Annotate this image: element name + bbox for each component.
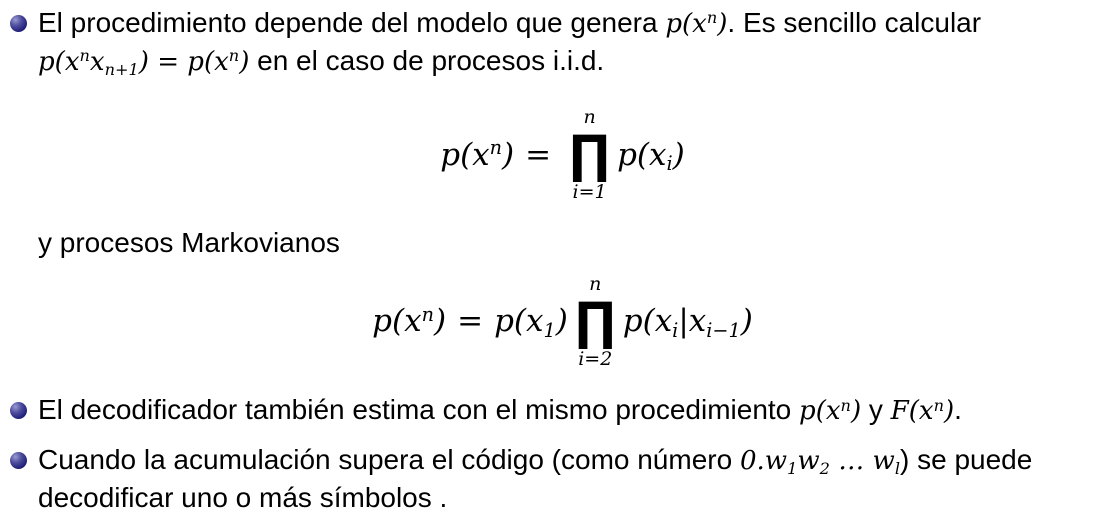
formula-rhs [617,138,685,174]
math-segment: p(x [617,136,667,173]
math-segment: w [872,446,895,477]
math-subscript: i [672,318,679,342]
math-segment: p(x [665,9,707,39]
text-segment: El decodificador también estima con el mismo procedimiento [38,394,800,426]
math-segment: ) [138,47,149,77]
text-segment: Cuando la acumulación supera el código (como número [38,444,740,476]
math-segment: p(x [372,303,422,340]
math-subscript: l [894,458,900,478]
bullet-ball-icon [10,15,27,32]
math-segment: ) [555,303,568,340]
math-segment: p(x [494,303,544,340]
product-upper-limit: n [589,272,602,295]
math-subscript: i−1 [706,318,741,342]
math-conditional-bar: | [678,303,689,340]
math-segment: p(x [38,47,80,77]
inline-math-codeword [740,446,900,476]
math-superscript: n [228,46,240,66]
math-superscript: n [79,46,90,66]
math-equals: = [457,303,484,340]
math-subscript: n+1 [104,59,139,79]
bullet-text [38,393,962,431]
product-symbol-icon: ∏ [574,291,616,352]
inline-math-pxn [799,396,861,426]
math-segment: ) [717,9,728,39]
product-lower-limit: i=2 [578,347,613,370]
product-upper-limit: n [583,106,596,128]
math-superscript: n [421,302,434,326]
bullet3-line2: decodificar uno o más símbolos . [38,482,448,514]
math-subscript: 2 [819,458,830,478]
math-equals: = [525,136,552,173]
math-segment: ) [672,136,685,173]
formula-lhs [372,304,568,340]
bullet-item-acumulacion [10,443,1091,514]
inline-math-pxn [665,9,727,39]
math-segment: 0.w [739,446,788,477]
bullet1-line2 [38,44,981,82]
math-segment: x [89,47,105,77]
bullet-text [38,6,981,82]
math-segment: p(x [440,136,490,173]
math-segment: p(x [622,303,673,340]
product-lower-limit: i=1 [572,180,607,203]
bullet-text [38,443,1032,514]
inline-math-iid-identity [38,47,249,77]
text-segment: . [954,394,962,426]
math-segment: x [688,303,707,340]
math-segment: ) [740,303,753,340]
bullet-item-procedimiento [10,6,1091,82]
bullet-item-decodificador [10,393,1091,431]
formula-lhs [440,135,562,174]
text-segment: en el caso de procesos i.i.d. [249,45,605,76]
math-segment: p(x [799,396,841,427]
math-segment: ) [433,303,447,340]
math-superscript: n [840,395,851,415]
text-segment: ) se puede [899,444,1033,476]
bullet1-line1 [38,6,981,44]
math-segment: ) [239,47,250,77]
math-segment: w [797,446,820,477]
bullet-ball-icon [10,452,27,469]
text-segment: . Es sencillo calcular [727,7,982,38]
continuation-text: y procesos Markovianos [38,226,340,258]
inline-math-fxn [891,396,954,426]
bullet3-line1 [38,443,1032,481]
formula-rhs [623,304,753,340]
math-segment: p(x [187,47,229,77]
math-segment: ) [850,396,862,427]
text-segment: y [861,394,891,426]
math-segment: ) [943,396,955,427]
product-symbol-icon: ∏ [569,124,611,185]
math-subscript: 1 [787,458,798,478]
bullet-ball-icon [10,402,27,419]
math-subscript: i [666,151,673,175]
math-segment: F(x [890,396,934,427]
math-ellipsis: … [829,446,873,477]
math-superscript: n [933,395,944,415]
product-operator [569,107,610,204]
text-segment: El procedimiento depende del modelo que genera [38,7,666,38]
math-subscript: 1 [543,318,556,342]
math-superscript: n [489,135,503,159]
product-operator [575,274,616,371]
math-segment: ) [502,136,515,173]
math-superscript: n [706,8,718,28]
display-formula-iid [38,107,1087,204]
math-equals: = [157,47,179,77]
display-formula-markov [38,274,1087,371]
